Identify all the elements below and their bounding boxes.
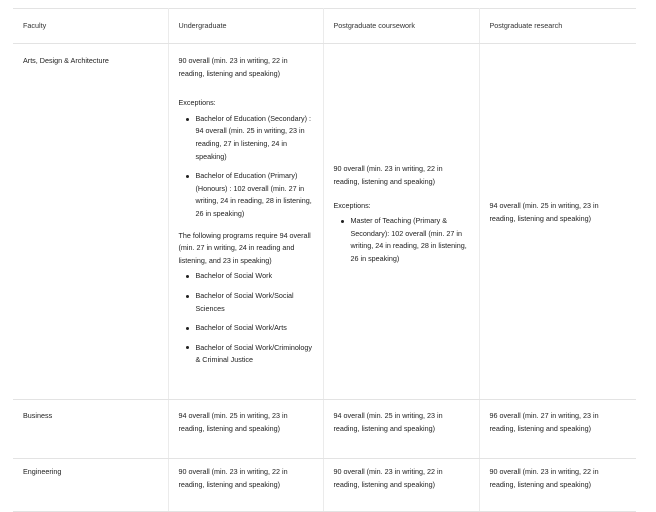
- list-item: [196, 342, 313, 367]
- table-row-business: [13, 400, 636, 459]
- postgraduate-research-cell: 90 overall (min. 23 in writing, 22 in reading, listening and speaking): [479, 459, 636, 512]
- exception-text: Bachelor of Education (Primary) (Honours) : 102 overall (min. 27 in writing, 24 in reading, 28 in listening, 26 in speaking): [195, 171, 312, 218]
- postgraduate-coursework-cell: 90 overall (min. 23 in writing, 22 in reading, listening and speaking): [323, 459, 479, 512]
- programs-list: [179, 270, 313, 367]
- postgraduate-coursework-cell: 94 overall (min. 25 in writing, 23 in reading, listening and speaking): [323, 400, 479, 459]
- table-row-arts: [13, 44, 636, 400]
- table-header: [13, 9, 636, 44]
- exceptions-label: Exceptions:: [178, 98, 216, 108]
- list-item: [196, 290, 313, 315]
- program-text: Bachelor of Social Work/Arts: [195, 323, 287, 333]
- list-item: [196, 113, 313, 163]
- bullet-icon: [341, 220, 344, 223]
- list-item: [196, 322, 313, 335]
- exceptions-list: [179, 113, 313, 221]
- header-row: [13, 9, 636, 44]
- bullet-icon: [186, 295, 189, 298]
- undergraduate-cell: 90 overall (min. 23 in writing, 22 in reading, listening and speaking): [168, 459, 323, 512]
- table-body: [13, 44, 636, 512]
- faculty-cell: Business: [13, 400, 168, 459]
- table-row-engineering: [13, 459, 636, 512]
- bullet-icon: [186, 175, 189, 178]
- faculty-cell: Arts, Design & Architecture: [13, 44, 168, 400]
- english-requirements-table: [13, 8, 636, 512]
- header-undergraduate: Undergraduate: [168, 9, 323, 44]
- exception-text: Bachelor of Education (Secondary) : 94 overall (min. 25 in writing, 23 in reading, 27 in listening, 24 in speaking): [195, 113, 311, 161]
- exception-text: Master of Teaching (Primary & Secondary): 102 overall (min. 27 in writing, 24 in reading, 28 in listening, 26 in speaking): [350, 216, 467, 263]
- undergraduate-cell: [168, 44, 323, 400]
- header-postgraduate-coursework: Postgraduate coursework: [323, 9, 479, 44]
- bullet-icon: [186, 327, 189, 330]
- list-item: [196, 270, 313, 283]
- exceptions-label: Exceptions:: [333, 200, 371, 210]
- header-faculty: Faculty: [13, 9, 168, 44]
- program-text: Bachelor of Social Work: [195, 271, 273, 281]
- exceptions-list: [334, 215, 469, 265]
- postgraduate-research-cell: 96 overall (min. 27 in writing, 23 in reading, listening and speaking): [479, 400, 636, 459]
- bullet-icon: [186, 275, 189, 278]
- undergraduate-cell: 94 overall (min. 25 in writing, 23 in reading, listening and speaking): [168, 400, 323, 459]
- program-text: Bachelor of Social Work/Social Sciences: [195, 290, 294, 313]
- requirement-text: 90 overall (min. 23 in writing, 22 in reading, listening and speaking): [178, 56, 288, 78]
- faculty-cell: Engineering: [13, 459, 168, 512]
- postgraduate-research-cell: 94 overall (min. 25 in writing, 23 in reading, listening and speaking): [479, 44, 636, 400]
- requirement-text: 90 overall (min. 23 in writing, 22 in reading, listening and speaking): [333, 164, 443, 187]
- postgraduate-coursework-cell: [323, 44, 479, 400]
- program-text: Bachelor of Social Work/Criminology & Criminal Justice: [195, 342, 313, 365]
- list-item: [351, 215, 469, 265]
- bullet-icon: [186, 118, 189, 121]
- programs-intro: The following programs require 94 overall (min. 27 in writing, 24 in reading and listening, and 23 in speaking): [178, 230, 311, 265]
- list-item: [196, 170, 313, 220]
- header-postgraduate-research: Postgraduate research: [479, 9, 636, 44]
- bullet-icon: [186, 346, 189, 349]
